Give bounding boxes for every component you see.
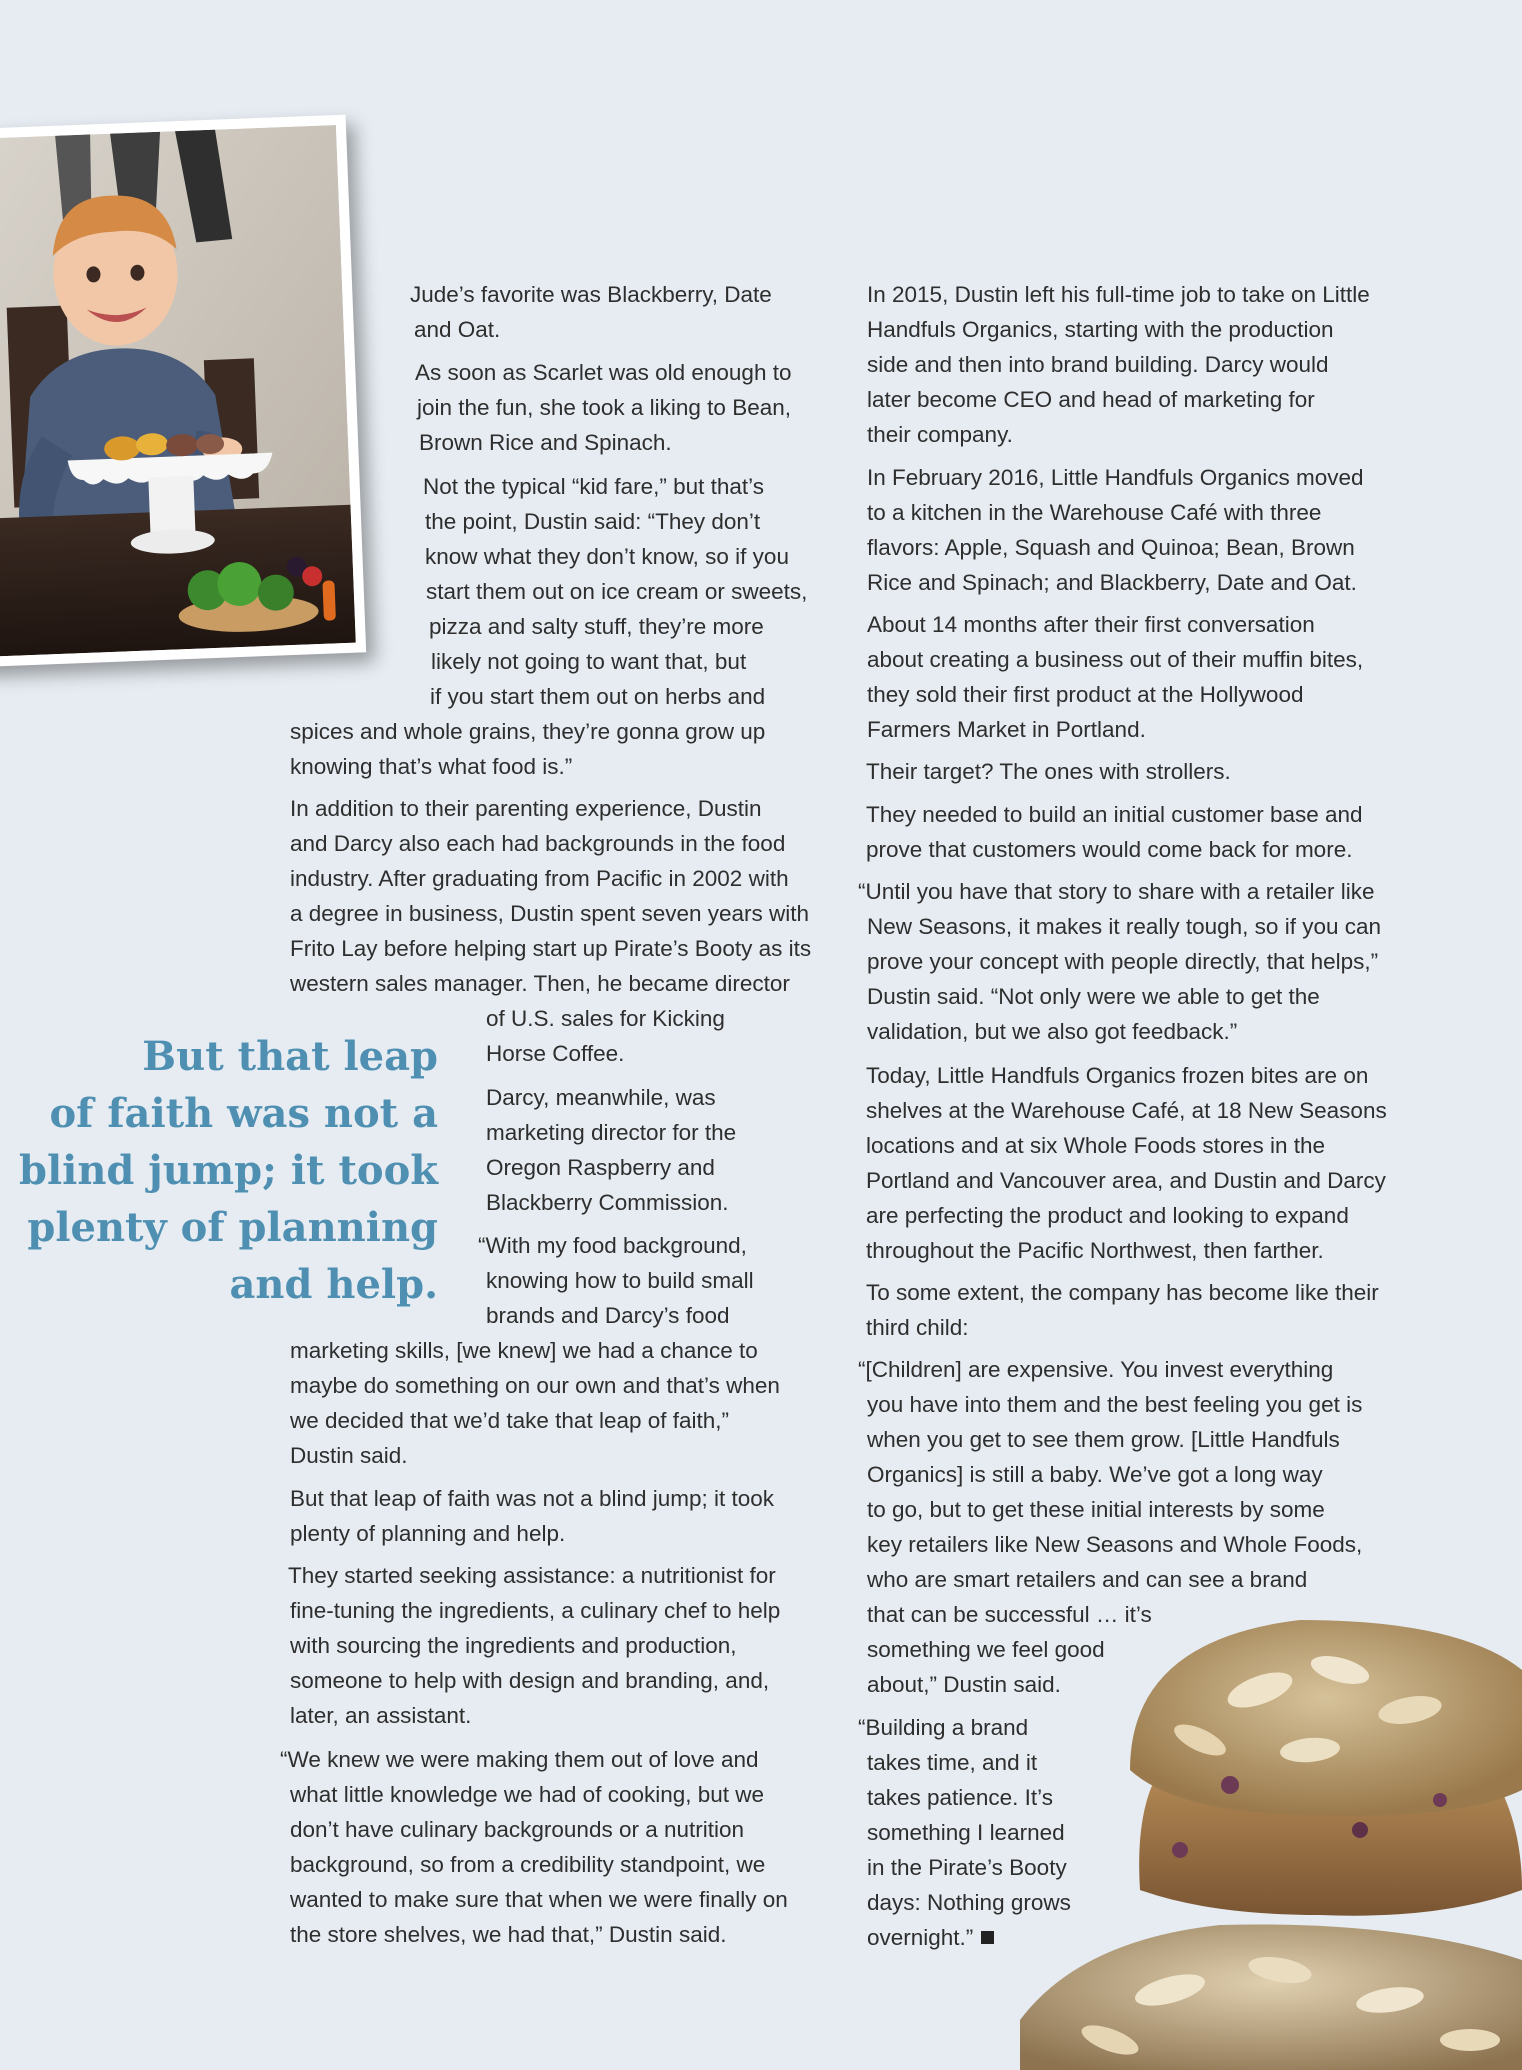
text-line: knowing how to build small [486, 1268, 754, 1293]
text-line: know what they don’t know, so if you [425, 544, 789, 569]
text-line: the store shelves, we had that,” Dustin said. [290, 1922, 727, 1947]
toddler-photo [0, 115, 366, 668]
text-line: wanted to make sure that when we were finally on [290, 1887, 788, 1912]
left-para-2 [415, 355, 791, 460]
text-line: Organics] is still a baby. We’ve got a long way [867, 1462, 1323, 1487]
text-line: to a kitchen in the Warehouse Café with three [867, 500, 1322, 525]
text-line: side and then into brand building. Darcy would [867, 352, 1329, 377]
muffin-photo [1020, 1560, 1522, 2070]
text-line: “Building a brand [858, 1715, 1029, 1740]
text-line: They needed to build an initial customer base and [866, 802, 1363, 827]
text-line: fine-tuning the ingredients, a culinary chef to help [290, 1598, 781, 1623]
left-para-5 [486, 1080, 736, 1220]
text-line: if you start them out on herbs and [430, 684, 766, 709]
text-line: Not the typical “kid fare,” but that’s [423, 474, 764, 499]
text-line: what little knowledge we had of cooking, but we [290, 1782, 765, 1807]
text-line: Darcy, meanwhile, was [486, 1085, 716, 1110]
text-line: that can be successful … it’s [867, 1602, 1152, 1627]
left-para-3 [290, 469, 808, 784]
pull-quote-line: plenty of planning [27, 1204, 438, 1251]
text-line: Farmers Market in Portland. [867, 717, 1146, 742]
text-line: about creating a business out of their muffin bites, [867, 647, 1364, 672]
text-line: “[Children] are expensive. You invest everything [858, 1357, 1334, 1382]
text-line: background, so from a credibility standpoint, we [290, 1852, 766, 1877]
text-line: something I learned [867, 1820, 1065, 1845]
text-line: flavors: Apple, Squash and Quinoa; Bean, Brown [867, 535, 1355, 560]
text-line: a degree in business, Dustin spent seven years with [290, 901, 810, 926]
text-line: plenty of planning and help. [290, 1521, 566, 1546]
text-line: of U.S. sales for Kicking [486, 1006, 725, 1031]
text-line: and Oat. [414, 317, 501, 342]
text-line: Dustin said. “Not only were we able to get the [867, 984, 1320, 1009]
left-para-1 [410, 277, 772, 347]
right-para-8 [866, 1275, 1379, 1345]
text-line: knowing that’s what food is.” [290, 754, 573, 779]
left-para-7 [290, 1481, 774, 1551]
text-line: industry. After graduating from Pacific in 2002 with [290, 866, 789, 891]
right-para-1 [867, 277, 1370, 452]
text-line: Brown Rice and Spinach. [419, 430, 672, 455]
text-line: marketing director for the [486, 1120, 737, 1145]
text-line: about,” Dustin said. [867, 1672, 1061, 1697]
text-line: are perfecting the product and looking to expand [866, 1203, 1349, 1228]
text-line: About 14 months after their first conversation [867, 612, 1315, 637]
text-line: Today, Little Handfuls Organics frozen bites are on [866, 1063, 1369, 1088]
right-para-3 [867, 607, 1363, 747]
right-para-4 [866, 754, 1231, 789]
text-line: As soon as Scarlet was old enough to [415, 360, 792, 385]
pull-quote-line: and help. [229, 1261, 438, 1308]
text-line: later become CEO and head of marketing for [867, 387, 1315, 412]
text-line: Oregon Raspberry and [486, 1155, 715, 1180]
text-line: maybe do something on our own and that’s when [290, 1373, 780, 1398]
text-line: with sourcing the ingredients and production, [290, 1633, 737, 1658]
text-line: In addition to their parenting experience, Dustin [290, 796, 762, 821]
text-line: and Darcy also each had backgrounds in the food [290, 831, 786, 856]
text-line: western sales manager. Then, he became director [290, 971, 790, 996]
text-line: to go, but to get these initial interests by some [867, 1497, 1325, 1522]
text-line: In February 2016, Little Handfuls Organics moved [867, 465, 1364, 490]
pull-quote-line: of faith was not a [49, 1090, 438, 1137]
text-line: who are smart retailers and can see a brand [867, 1567, 1308, 1592]
text-line: days: Nothing grows [867, 1890, 1071, 1915]
muffin-photo-art [1020, 1560, 1522, 2070]
text-line: To some extent, the company has become like their [866, 1280, 1379, 1305]
text-line: prove that customers would come back for more. [866, 837, 1353, 862]
text-line: New Seasons, it makes it really tough, so if you can [867, 914, 1381, 939]
text-line: locations and at six Whole Foods stores in the [866, 1133, 1325, 1158]
left-para-4 [290, 791, 811, 1071]
text-line: Rice and Spinach; and Blackberry, Date and Oat. [867, 570, 1357, 595]
text-line: key retailers like New Seasons and Whole Foods, [867, 1532, 1363, 1557]
text-line: But that leap of faith was not a blind jump; it took [290, 1486, 775, 1511]
text-line: In 2015, Dustin left his full-time job to take on Little [867, 282, 1370, 307]
text-line: spices and whole grains, they’re gonna grow up [290, 719, 766, 744]
text-line: throughout the Pacific Northwest, then farther. [866, 1238, 1324, 1263]
text-line: they sold their first product at the Hollywood [867, 682, 1304, 707]
text-line: Horse Coffee. [486, 1041, 625, 1066]
text-line: third child: [866, 1315, 969, 1340]
toddler-photo-art [0, 125, 356, 657]
text-line: join the fun, she took a liking to Bean, [417, 395, 791, 420]
text-line: we decided that we’d take that leap of faith,” [290, 1408, 730, 1433]
text-line: pizza and salty stuff, they’re more [429, 614, 764, 639]
right-para-6 [858, 874, 1381, 1049]
pull-quote-line: But that leap [142, 1033, 438, 1080]
text-line: Their target? The ones with strollers. [866, 759, 1231, 784]
text-line: you have into them and the best feeling you get is [867, 1392, 1363, 1417]
text-line: someone to help with design and branding, and, [290, 1668, 770, 1693]
right-para-7 [866, 1058, 1387, 1268]
text-line: “With my food background, [478, 1233, 747, 1258]
text-line: “We knew we were making them out of love and [280, 1747, 759, 1772]
text-line: don’t have culinary backgrounds or a nutrition [290, 1817, 745, 1842]
right-para-2 [867, 460, 1364, 600]
end-of-article-mark [981, 1931, 994, 1944]
text-line: “Until you have that story to share with a retailer like [858, 879, 1375, 904]
text-line: start them out on ice cream or sweets, [426, 579, 808, 604]
pull-quote-line: blind jump; it took [18, 1147, 438, 1194]
text-line: Frito Lay before helping start up Pirate’s Booty as its [290, 936, 812, 961]
text-line: overnight.” [867, 1925, 974, 1950]
text-line: brands and Darcy’s food [486, 1303, 730, 1328]
text-line: Blackberry Commission. [486, 1190, 729, 1215]
text-line: Portland and Vancouver area, and Dustin and Darcy [866, 1168, 1386, 1193]
left-para-9 [280, 1742, 788, 1952]
text-line: their company. [867, 422, 1013, 447]
text-line: marketing skills, [we knew] we had a chance to [290, 1338, 758, 1363]
text-line: Handfuls Organics, starting with the production [867, 317, 1334, 342]
text-line: likely not going to want that, but [431, 649, 747, 674]
text-line: They started seeking assistance: a nutritionist for [288, 1563, 776, 1588]
right-para-5 [866, 797, 1363, 867]
text-line: takes time, and it [867, 1750, 1038, 1775]
text-line: validation, but we also got feedback.” [867, 1019, 1238, 1044]
left-para-8 [288, 1558, 780, 1733]
text-line: something we feel good [867, 1637, 1105, 1662]
text-line: in the Pirate’s Booty [867, 1855, 1067, 1880]
text-line: Jude’s favorite was Blackberry, Date [410, 282, 772, 307]
text-line: later, an assistant. [290, 1703, 472, 1728]
text-line: when you get to see them grow. [Little Handfuls [867, 1427, 1340, 1452]
text-line: prove your concept with people directly, that helps,” [867, 949, 1379, 974]
text-line: shelves at the Warehouse Café, at 18 New Seasons [866, 1098, 1387, 1123]
text-line: the point, Dustin said: “They don’t [425, 509, 761, 534]
text-line: takes patience. It’s [867, 1785, 1053, 1810]
text-line: Dustin said. [290, 1443, 408, 1468]
